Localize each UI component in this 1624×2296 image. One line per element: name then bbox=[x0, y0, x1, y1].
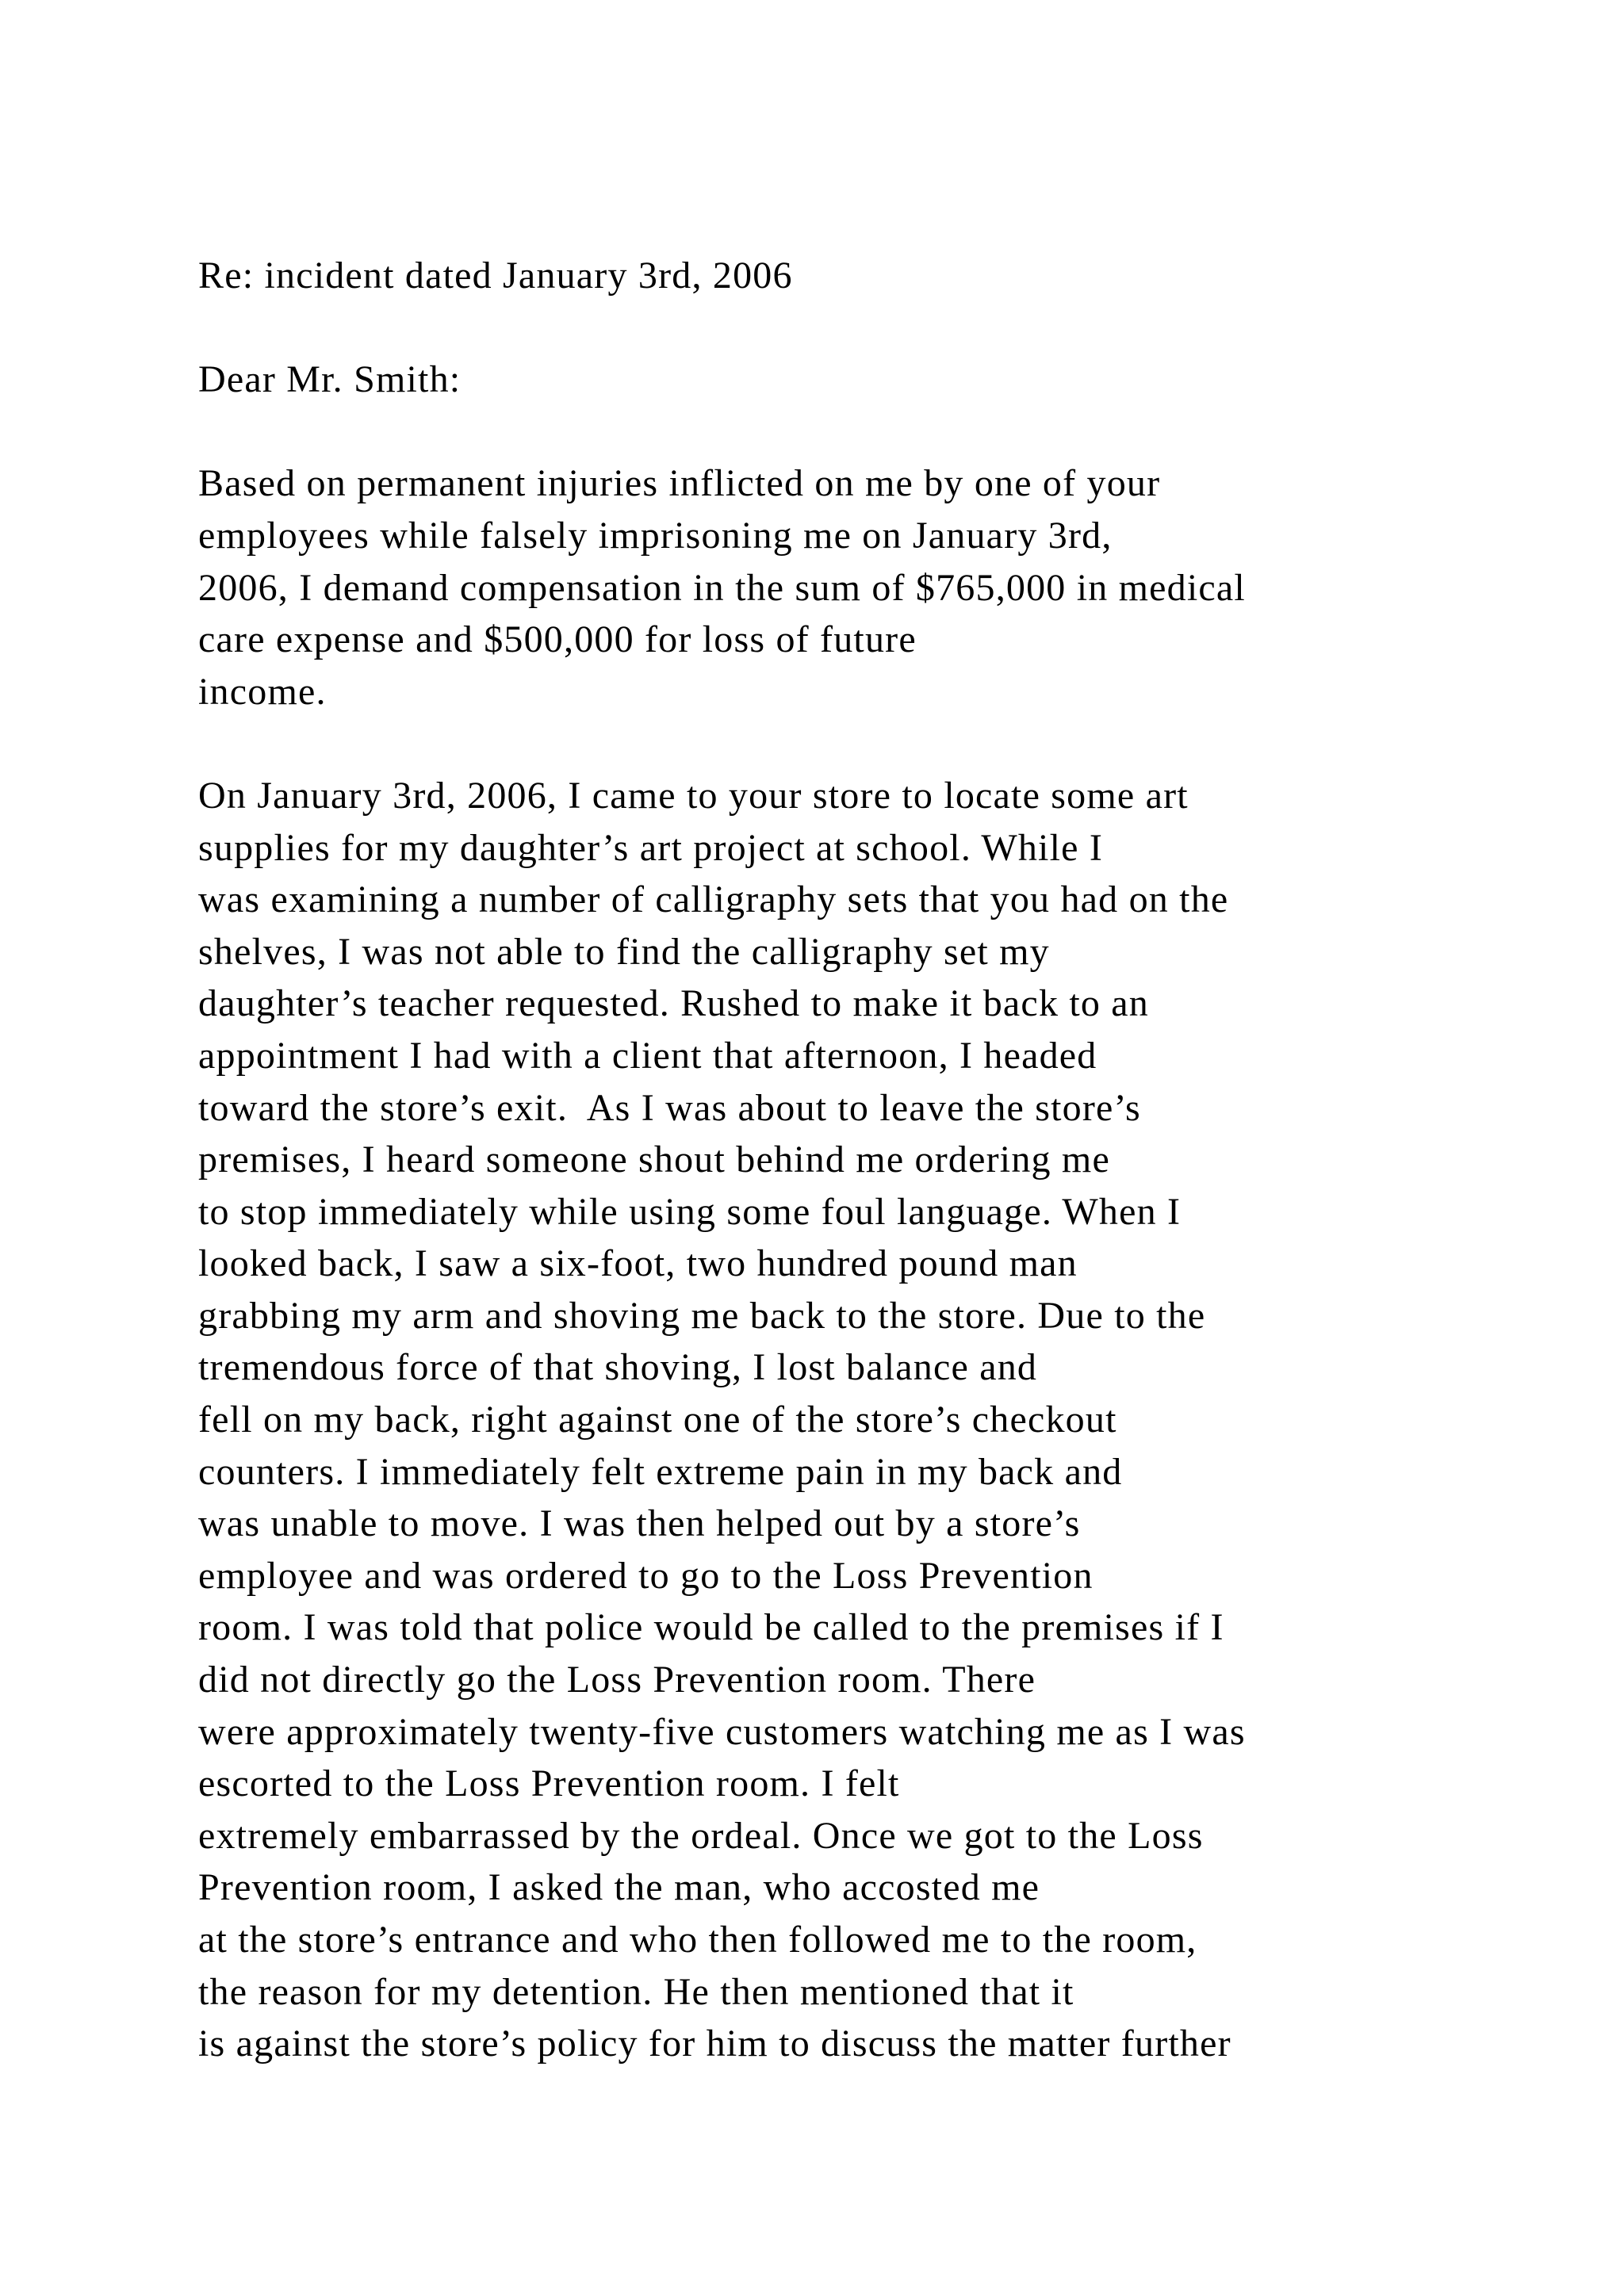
paragraph-line: to stop immediately while using some foul language. When I bbox=[198, 1190, 1182, 1233]
paragraph-line: Prevention room, I asked the man, who accosted me bbox=[198, 1866, 1040, 1909]
paragraph-2 bbox=[198, 770, 1610, 2070]
paragraph-line: extremely embarrassed by the ordeal. Once we got to the Loss bbox=[198, 1814, 1204, 1857]
paragraph-line: appointment I had with a client that afternoon, I headed bbox=[198, 1034, 1097, 1077]
paragraph-line: On January 3rd, 2006, I came to your store to locate some art bbox=[198, 774, 1189, 817]
blank-line bbox=[198, 718, 1610, 770]
paragraph-line: toward the store’s exit. As I was about to leave the store’s bbox=[198, 1086, 1141, 1129]
paragraph-line: looked back, I saw a six-foot, two hundred pound man bbox=[198, 1242, 1078, 1285]
paragraph-line: was unable to move. I was then helped out by a store’s bbox=[198, 1502, 1081, 1545]
paragraph-line: counters. I immediately felt extreme pain in my back and bbox=[198, 1450, 1123, 1493]
paragraph-line: shelves, I was not able to find the calligraphy set my bbox=[198, 930, 1050, 973]
paragraph-line: at the store’s entrance and who then followed me to the room, bbox=[198, 1919, 1197, 1961]
paragraph-line: premises, I heard someone shout behind me ordering me bbox=[198, 1138, 1110, 1181]
blank-line bbox=[198, 302, 1610, 354]
paragraph-line: fell on my back, right against one of the store’s checkout bbox=[198, 1399, 1117, 1441]
paragraph-line: employee and was ordered to go to the Loss Prevention bbox=[198, 1554, 1094, 1597]
paragraph-1 bbox=[198, 457, 1610, 718]
blank-line bbox=[198, 406, 1610, 458]
paragraph-line: Based on permanent injuries inflicted on me by one of your bbox=[198, 462, 1161, 505]
subject-line: Re: incident dated January 3rd, 2006 bbox=[198, 254, 793, 297]
paragraph-line: escorted to the Loss Prevention room. I felt bbox=[198, 1762, 900, 1805]
paragraph-line: tremendous force of that shoving, I lost balance and bbox=[198, 1346, 1038, 1389]
paragraph-line: grabbing my arm and shoving me back to the store. Due to the bbox=[198, 1294, 1206, 1337]
paragraph-line: supplies for my daughter’s art project at school. While I bbox=[198, 826, 1104, 869]
paragraph-line: the reason for my detention. He then mentioned that it bbox=[198, 1970, 1074, 2013]
salutation: Dear Mr. Smith: bbox=[198, 358, 462, 401]
paragraph-line: income. bbox=[198, 670, 327, 713]
paragraph-line: care expense and $500,000 for loss of future bbox=[198, 618, 917, 661]
paragraph-line: did not directly go the Loss Prevention room. There bbox=[198, 1659, 1036, 1701]
paragraph-line: was examining a number of calligraphy sets that you had on the bbox=[198, 878, 1229, 921]
paragraph-line: room. I was told that police would be called to the premises if I bbox=[198, 1606, 1224, 1649]
paragraph-line: employees while falsely imprisoning me on January 3rd, bbox=[198, 514, 1113, 557]
paragraph-line: were approximately twenty-five customers watching me as I was bbox=[198, 1710, 1246, 1753]
paragraph-line: is against the store’s policy for him to discuss the matter further bbox=[198, 2022, 1231, 2065]
paragraph-line: 2006, I demand compensation in the sum of $765,000 in medical bbox=[198, 566, 1246, 609]
letter-body bbox=[198, 250, 1610, 2070]
paragraph-line: daughter’s teacher requested. Rushed to make it back to an bbox=[198, 982, 1149, 1025]
